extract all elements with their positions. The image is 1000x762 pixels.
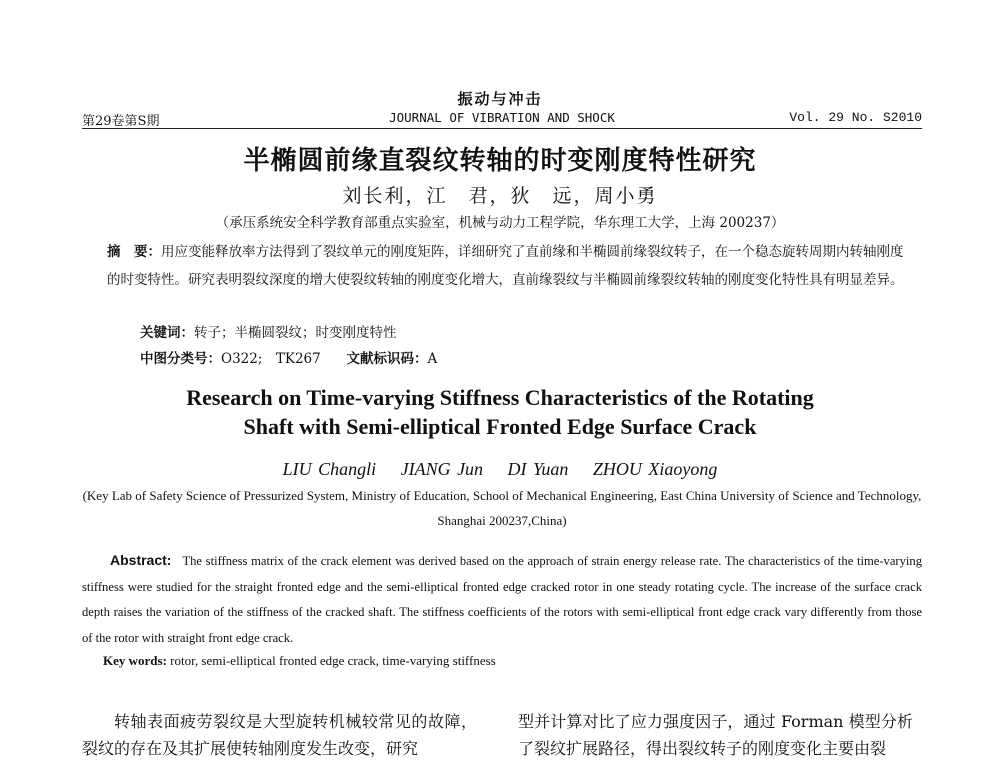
clc-label: 中图分类号：	[140, 351, 221, 367]
body-column-right: 型并计算对比了应力强度因子，通过 Forman 模型分析了裂纹扩展路径，得出裂纹转子的刚度变化主要由裂	[518, 712, 913, 758]
abstract-en	[82, 548, 922, 651]
running-header	[82, 110, 922, 128]
abstract-cn-text: 用应变能释放率方法得到了裂纹单元的刚度矩阵，详细研究了直前缘和半椭圆前缘裂纹转子，在一个稳态旋转周期内转轴刚度的时变特性。研究表明裂纹深度的增大使裂纹转轴的刚度变化增大，直前缘裂纹与半椭圆前缘裂纹转轴的刚度变化特性具有明显差异。	[107, 244, 904, 288]
paper-title-en-text: Research on Time-varying Stiffness Characteristics of the Rotating Shaft with Semi-elliptical Fronted Edge Surface Crack	[186, 385, 814, 439]
volume-label: Vol. 29 No. S2010	[789, 110, 922, 125]
classification-cn	[140, 347, 437, 367]
keywords-en	[103, 653, 496, 669]
doc-code-label: 文献标识码：	[346, 351, 428, 367]
abstract-cn-label: 摘 要：	[107, 244, 161, 260]
keywords-cn	[140, 321, 397, 341]
journal-title-cn: 振动与冲击	[457, 90, 543, 108]
keywords-cn-text: 转子；半椭圆裂纹；时变刚度特性	[194, 325, 397, 341]
body-column-left: 转轴表面疲劳裂纹是大型旋转机械较常见的故障，裂纹的存在及其扩展使转轴刚度发生改变，研究	[82, 712, 477, 758]
doc-code-value: A	[427, 351, 438, 367]
keywords-en-label: Key words:	[103, 653, 167, 668]
journal-title-en: JOURNAL OF VIBRATION AND SHOCK	[389, 110, 615, 125]
keywords-cn-label: 关键词：	[140, 325, 194, 341]
keywords-en-text: rotor, semi-elliptical fronted edge crack, time-varying stiffness	[170, 653, 496, 668]
abstract-en-text: The stiffness matrix of the crack element was derived based on the approach of strain energy release rate. The characteristics of the time-varying stiffness were studied for the straight fronted edge and the semi-elliptical fronted edge cracked rotor in one steady rotating cycle. The increase of the surface crack depth raises the variation of the stiffness of the cracked shaft. The stiffness coefficients of the rotors with semi-elliptical front edge crack vary differently from those of the rotor with straight front edge crack.	[82, 554, 922, 645]
clc-value: O322; TK267	[221, 351, 321, 367]
paper-title-en	[0, 383, 1000, 441]
issue-label: 第29卷第S期	[82, 114, 160, 129]
affiliation-en: (Key Lab of Safety Science of Pressurized System, Ministry of Education, School of Mechanical Engineering, East China University of Science and Technology, Shanghai 200237,China)	[82, 488, 922, 528]
header-rule	[82, 128, 922, 129]
abstract-en-label: Abstract:	[110, 552, 172, 568]
authors-en: LIU Changli JIANG Jun DI Yuan ZHOU Xiaoyong	[282, 459, 718, 479]
paper-title-cn: 半椭圆前缘直裂纹转轴的时变刚度特性研究	[243, 146, 757, 176]
authors-cn: 刘长利，江 君，狄 远，周小勇	[342, 185, 658, 207]
abstract-cn	[107, 238, 907, 294]
affiliation-cn: （承压系统安全科学教育部重点实验室，机械与动力工程学院，华东理工大学，上海 200237）	[215, 215, 785, 231]
